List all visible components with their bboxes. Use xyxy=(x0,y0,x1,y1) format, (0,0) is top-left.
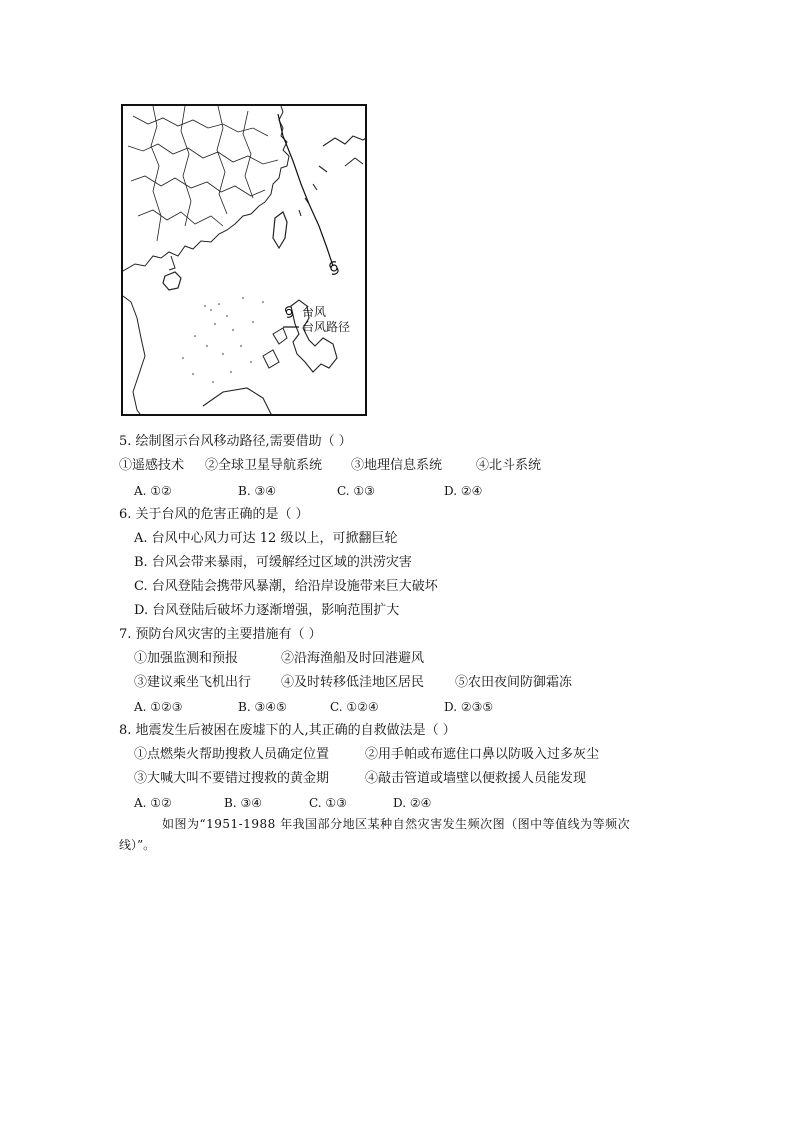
q7-item-2: ②沿海渔船及时回港避风 xyxy=(281,651,425,666)
q7-option-b: B. ③④⑤ xyxy=(238,700,287,714)
q5-item-1: ①遥感技术 xyxy=(119,458,185,473)
q8-stem: 8. 地震发生后被困在废墟下的人,其正确的自救做法是（ ） xyxy=(119,723,456,738)
typhoon-path xyxy=(278,114,333,266)
q6-option-b: B. 台风会带来暴雨，可缓解经过区域的洪涝灾害 xyxy=(134,555,412,570)
q8-option-d: D. ②④ xyxy=(393,796,432,810)
q7-item-5: ⑤农田夜间防御霜冻 xyxy=(455,675,573,690)
q6-stem: 6. 关于台风的危害正确的是（ ） xyxy=(119,507,309,522)
q7-item-3: ③建议乘坐飞机出行 xyxy=(134,675,252,690)
q8-item-2: ②用手帕或布遮住口鼻以防吸入过多灰尘 xyxy=(365,747,600,762)
figure-intro-line-1: 如图为“1951-1988 年我国部分地区某种自然灾害发生频次图（图中等值线为等频次 xyxy=(162,817,631,831)
hainan-island xyxy=(163,272,181,290)
q7-option-d: D. ②③⑤ xyxy=(444,700,494,714)
q6-option-d: D. 台风登陆后破坏力逐渐增强，影响范围扩大 xyxy=(134,603,400,618)
q8-option-b: B. ③④ xyxy=(224,796,262,810)
q8-item-4: ④敲击管道或墙壁以便救援人员能发现 xyxy=(365,771,587,786)
typhoon-map xyxy=(121,104,367,416)
q5-option-a: A. ①② xyxy=(134,484,172,498)
legend-path-label: 台风路径 xyxy=(302,320,351,334)
q8-item-1: ①点燃柴火帮助搜救人员确定位置 xyxy=(134,747,330,762)
legend-typhoon-label: 台风 xyxy=(302,305,327,319)
mainland-coastline xyxy=(123,106,289,271)
q7-option-c: C. ①②④ xyxy=(330,700,379,714)
q7-item-1: ①加强监测和预报 xyxy=(134,651,239,666)
q8-item-3: ③大喊大叫不要错过搜救的黄金期 xyxy=(134,771,330,786)
q8-option-a: A. ①② xyxy=(134,796,172,810)
q6-option-a: A. 台风中心风力可达 12 级以上，可掀翻巨轮 xyxy=(134,531,398,546)
q5-item-4: ④北斗系统 xyxy=(476,458,542,473)
q5-option-d: D. ②④ xyxy=(444,484,483,498)
q5-item-2: ②全球卫星导航系统 xyxy=(205,458,323,473)
typhoon-symbol xyxy=(330,262,338,274)
figure-intro-line-2: 线）”。 xyxy=(119,838,156,852)
q7-stem: 7. 预防台风灾害的主要措施有（ ） xyxy=(119,627,322,642)
q6-option-c: C. 台风登陆会携带风暴潮，给沿岸设施带来巨大破坏 xyxy=(134,579,438,594)
taiwan-island xyxy=(273,212,287,248)
q5-option-b: B. ③④ xyxy=(238,484,276,498)
q5-option-c: C. ①③ xyxy=(337,484,375,498)
q5-stem: 5. 绘制图示台风移动路径,需要借助（ ） xyxy=(119,434,352,449)
q8-option-c: C. ①③ xyxy=(309,796,347,810)
q7-option-a: A. ①②③ xyxy=(134,700,183,714)
q5-item-3: ③地理信息系统 xyxy=(351,458,443,473)
map-drawing xyxy=(123,106,367,416)
q7-item-4: ④及时转移低洼地区居民 xyxy=(281,675,425,690)
